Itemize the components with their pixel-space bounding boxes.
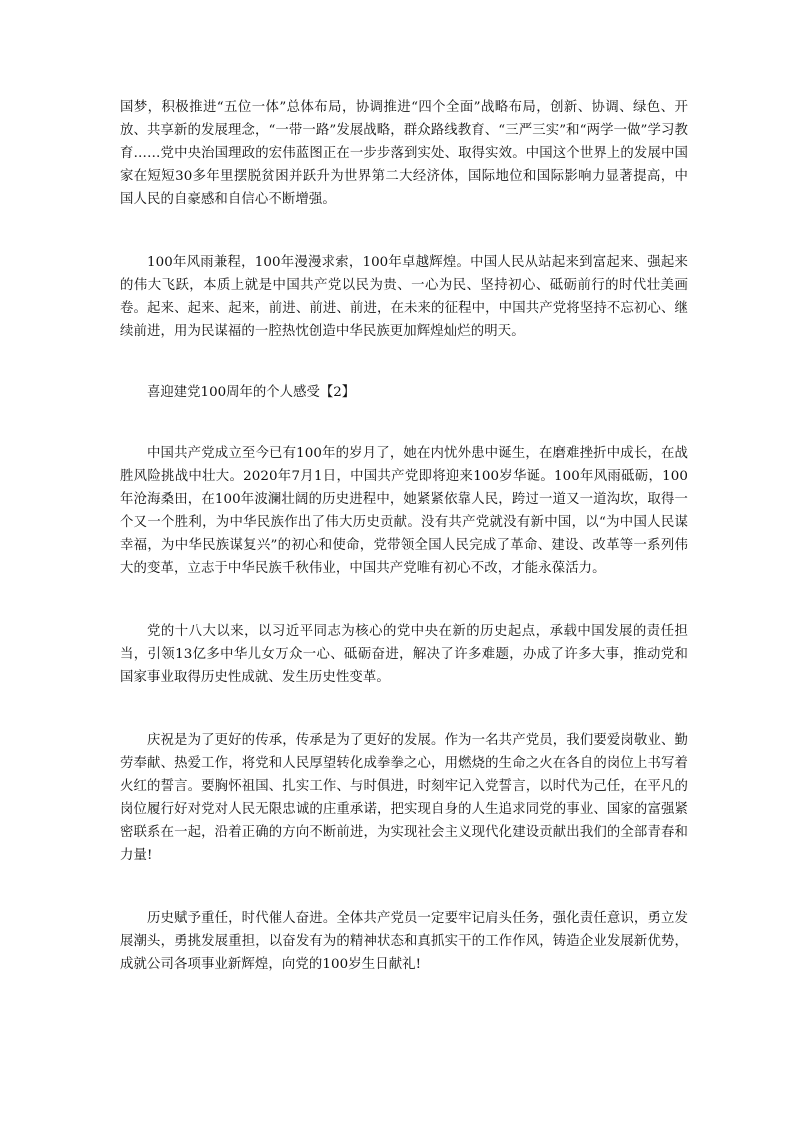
paragraph-gap [120, 404, 688, 442]
section-heading: 喜迎建党100周年的个人感受【2】 [147, 385, 356, 400]
paragraph-gap [120, 580, 688, 620]
paragraph-6: 历史赋予重任，时代催人奋进。全体共产党员一定要牢记肩头任务，强化责任意识，勇立发展潮头，勇挑发展重担，以奋发有为的精神状态和真抓实干的工作作风，铸造企业发展新优势，成就公司各项事业新辉煌，向党的100岁生日献礼! [120, 911, 688, 972]
paragraph-3: 中国共产党成立至今已有100年的岁月了，她在内忧外患中诞生，在磨难挫折中成长，在战胜风险挑战中壮大。2020年7月1日，中国共产党即将迎来100岁华诞。100年风雨砥砺，100年沧海桑田，在100年波澜壮阔的历史进程中，她紧紧依靠人民，跨过一道又一道沟坎，取得一个又一个胜利，为中华民族作出了伟大历史贡献。没有共产党就没有新中国，以“为中国人民谋幸福，为中华民族谋复兴”的初心和使命，党带领全国人民完成了革命、建设、改革等一系列伟大的变革，立志于中华民族千秋伟业，中国共产党唯有初心不改，才能永葆活力。 [120, 446, 688, 576]
paragraph-2: 100年风雨兼程，100年漫漫求索，100年卓越辉煌。中国人民从站起来到富起来、强起来的伟大飞跃，本质上就是中国共产党以民为贵、一心为民、坚持初心、砥砺前行的时代壮美画卷。起来、起来、起来，前进、前进、前进，在未来的征程中，中国共产党将坚持不忘初心、继续前进，用为民谋福的一腔热忱创造中华民族更加辉煌灿烂的明天。 [120, 255, 688, 339]
paragraph-gap [120, 689, 688, 729]
paragraph-gap [120, 867, 688, 907]
document-page [120, 96, 688, 976]
paragraph-1: 国梦，积极推进“五位一体”总体布局，协调推进“四个全面”战略布局，创新、协调、绿色、开放、共享新的发展理念，“一带一路”发展战略，群众路线教育、“三严三实”和“两学一做”学习教育……党中央治国理政的宏伟蓝图正在一步步落到实处、取得实效。中国这个世界上的发展中国家在短短30多年里摆脱贫困并跃升为世界第二大经济体，国际地位和国际影响力显著提高，中国人民的自豪感和自信心不断增强。 [120, 100, 688, 207]
paragraph-gap [120, 211, 688, 251]
paragraph-5: 庆祝是为了更好的传承，传承是为了更好的发展。作为一名共产党员，我们要爱岗敬业、勤劳奉献、热爱工作，将党和人民厚望转化成拳拳之心，用燃烧的生命之火在各自的岗位上书写着火红的誓言。要胸怀祖国、扎实工作、与时俱进，时刻牢记入党誓言，以时代为己任，在平凡的岗位履行好对党对人民无限忠诚的庄重承诺，把实现自身的人生追求同党的事业、国家的富强紧密联系在一起，沿着正确的方向不断前进，为实现社会主义现代化建设贡献出我们的全部青春和力量! [120, 733, 688, 863]
paragraph-4: 党的十八大以来，以习近平同志为核心的党中央在新的历史起点，承载中国发展的责任担当，引领13亿多中华儿女万众一心、砥砺奋进，解决了许多难题，办成了许多大事，推动党和国家事业取得历史性成就、发生历史性变革。 [120, 624, 688, 685]
paragraph-gap [120, 343, 688, 381]
